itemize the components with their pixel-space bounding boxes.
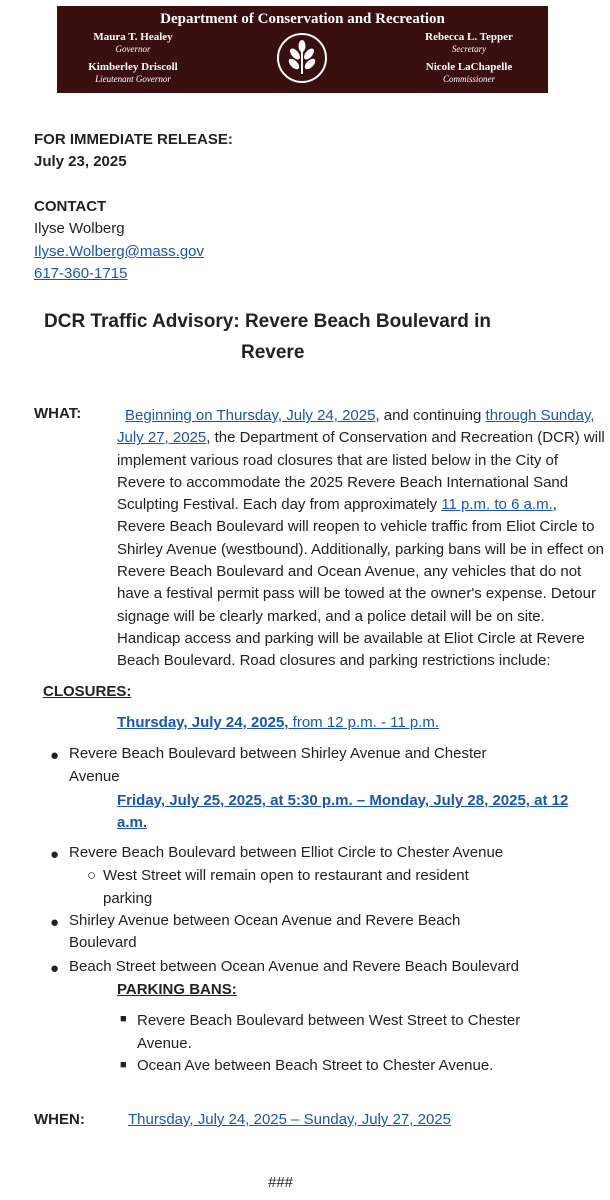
what-date-link[interactable]: Beginning on Thursday, July 24, 2025	[125, 407, 376, 424]
what-text: Revere Beach Boulevard and Ocean Avenue, any vehicles that do not	[117, 563, 582, 581]
what-text: , and continuing	[375, 407, 486, 424]
headline-line2: Revere	[241, 342, 305, 363]
parking-item-2: Ocean Ave between Beach Street to Chester Avenue.	[137, 1057, 494, 1074]
square-bullet-icon: ■	[120, 1059, 127, 1071]
what-line	[117, 650, 610, 672]
what-text: Beach Boulevard. Road closures and parking restrictions include:	[117, 652, 551, 670]
contact-phone-link[interactable]: 617-360-1715	[34, 265, 128, 282]
lt-governor-name: Kimberley Driscoll	[88, 61, 178, 73]
governor-block	[58, 31, 208, 55]
commissioner-title: Commissioner	[442, 74, 495, 84]
closures-period1	[117, 714, 439, 731]
end-mark: ###	[268, 1174, 294, 1191]
parking-bans-label: PARKING BANS:	[117, 981, 237, 998]
dcr-banner	[57, 6, 548, 93]
contact-name: Ilyse Wolberg	[34, 220, 125, 237]
what-text: Sculpting Festival. Each day from approximately	[117, 496, 442, 514]
what-text: , the Department of Conservation and Recreation (DCR) will	[206, 429, 605, 447]
what-line	[117, 472, 610, 494]
secretary-name: Rebecca L. Tepper	[425, 31, 513, 43]
square-bullet-icon: ■	[120, 1013, 127, 1025]
governor-name: Maura T. Healey	[93, 31, 173, 43]
what-line	[117, 628, 610, 650]
what-text: Handicap access and parking will be available at Eliot Circle at Revere	[117, 629, 585, 647]
lt-governor-title: Lieutenant Governor	[95, 74, 171, 84]
closure-subitem-line2: parking	[103, 890, 153, 907]
parking-item-1-line1: Revere Beach Boulevard between West Street to Chester	[137, 1012, 521, 1029]
period2-line2-link[interactable]: a.m.	[117, 814, 148, 831]
closure-item-2: Revere Beach Boulevard between Elliot Circle to Chester Avenue	[69, 844, 504, 861]
closure-item-3-line1: Shirley Avenue between Ocean Avenue and Revere Beach	[69, 912, 461, 929]
what-text: ,	[552, 496, 557, 514]
what-text: signage will be clearly marked, and a police detail will be on site.	[117, 607, 545, 625]
bullet-icon: ●	[50, 846, 60, 863]
lt-governor-block	[58, 61, 208, 85]
contact-label: CONTACT	[34, 198, 107, 215]
hollow-bullet-icon: ○	[87, 867, 97, 884]
what-paragraph	[117, 405, 610, 673]
commissioner-name: Nicole LaChapelle	[425, 61, 513, 73]
commissioner-block	[394, 61, 544, 85]
parking-item-1-line2: Avenue.	[137, 1035, 192, 1052]
what-line	[117, 427, 610, 449]
what-line	[117, 516, 610, 538]
release-date: July 23, 2025	[34, 153, 127, 170]
what-line	[117, 606, 610, 628]
closures-label: CLOSURES:	[43, 683, 132, 700]
closure-item-3-line2: Boulevard	[69, 934, 137, 951]
leaf-sprig-seal-icon	[276, 32, 328, 84]
what-date-link[interactable]: July 27, 2025	[117, 429, 207, 447]
governor-title: Governor	[115, 44, 151, 54]
headline-line1: DCR Traffic Advisory: Revere Beach Boulevard in	[44, 311, 491, 332]
what-text: have a festival permit pass will be towed at the owner's expense. Detour	[117, 585, 596, 603]
what-text: Shirley Avenue (westbound). Additionally, parking bans will be in effect on	[117, 540, 604, 558]
bullet-icon: ●	[50, 960, 60, 977]
bullet-icon: ●	[50, 747, 60, 764]
period2-line1-link[interactable]: Friday, July 25, 2025, at 5:30 p.m. – Monday, July 28, 2025, at 12	[117, 792, 569, 809]
closure-subitem-line1: West Street will remain open to restaurant and resident	[103, 867, 469, 884]
secretary-title: Secretary	[451, 44, 487, 54]
contact-email-link[interactable]: Ilyse.Wolberg@mass.gov	[34, 243, 205, 260]
what-text: Revere to accommodate the 2025 Revere Beach International Sand	[117, 473, 569, 491]
what-text: Revere Beach Boulevard will reopen to vehicle traffic from Eliot Circle to	[117, 518, 595, 536]
what-line	[117, 405, 610, 427]
what-line	[117, 494, 610, 516]
when-label: WHEN:	[34, 1111, 85, 1128]
period1-date-link[interactable]: Thursday, July 24, 2025,	[117, 714, 289, 731]
what-text: implement various road closures that are listed below in the City of	[117, 451, 559, 469]
closure-item-4: Beach Street between Ocean Avenue and Revere Beach Boulevard	[69, 958, 520, 975]
closure-item-1-line1: Revere Beach Boulevard between Shirley Avenue and Chester	[69, 745, 487, 762]
closure-item-1-line2: Avenue	[69, 768, 120, 785]
bullet-icon: ●	[50, 914, 60, 931]
when-dates-link[interactable]: Thursday, July 24, 2025 – Sunday, July 27, 2025	[128, 1111, 451, 1128]
what-line	[117, 583, 610, 605]
secretary-block	[394, 31, 544, 55]
department-name: Department of Conservation and Recreation	[160, 11, 445, 27]
what-label: WHAT:	[34, 405, 82, 422]
period1-time-link[interactable]: from 12 p.m. - 11 p.m.	[288, 714, 440, 731]
what-line	[117, 561, 610, 583]
what-date-link[interactable]: 11 p.m. to 6 a.m.	[441, 496, 553, 514]
what-date-link[interactable]: through Sunday,	[485, 407, 595, 424]
what-line	[117, 450, 610, 472]
release-label: FOR IMMEDIATE RELEASE:	[34, 131, 233, 148]
what-line	[117, 539, 610, 561]
